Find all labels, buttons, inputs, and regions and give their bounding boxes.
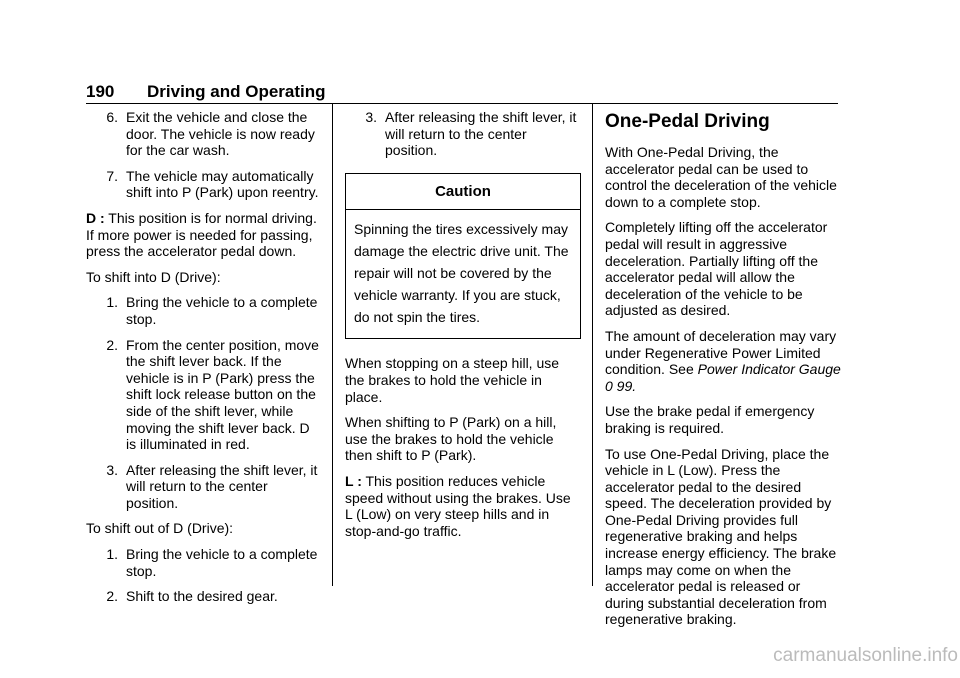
list-item [86, 168, 322, 201]
paragraph: Completely lifting off the accelerator pedal will result in aggressive deceleration. Partially lifting off the accelerator pedal will allow the deceleration of the vehicle to be adjusted as desired. [605, 219, 828, 319]
list-text: After releasing the shift lever, it will return to the center position. [385, 109, 577, 159]
list-number: 2. [106, 588, 118, 605]
list-number: 1. [106, 294, 118, 311]
list-number: 6. [106, 109, 118, 125]
list-text: After releasing the shift lever, it will return to the center position. [126, 461, 318, 511]
hill-stop-paragraph: When stopping on a steep hill, use the brakes to hold the vehicle in place. [345, 355, 560, 405]
low-label: L : [345, 472, 362, 489]
drive-text: This position is for normal driving. If more power is needed for passing, press the accelerator pedal down. [86, 209, 317, 260]
cross-reference-link[interactable]: Power Indicator Gauge [697, 361, 841, 378]
low-text: This position reduces vehicle speed without using the brakes. Use L (Low) on very steep hills and in stop-and-go traffic. [345, 472, 571, 539]
caution-box [345, 173, 581, 340]
list-text: Exit the vehicle and close the door. The vehicle is now ready for the car wash. [126, 109, 315, 159]
page-header [86, 82, 838, 104]
hill-park-paragraph: When shifting to P (Park) on a hill, use the brakes to hold the vehicle then shift to P (Park). [345, 414, 557, 464]
caution-title: Caution [346, 174, 580, 211]
page-number: 190 [86, 82, 115, 101]
column-divider [592, 104, 593, 586]
low-paragraph [345, 473, 581, 539]
list-text: The vehicle may automatically shift into P (Park) upon reentry. [126, 167, 319, 201]
paragraph [605, 328, 843, 394]
list-text: Shift to the desired gear. [126, 588, 278, 605]
drive-label: D : [86, 209, 105, 226]
list-number: 2. [106, 336, 118, 353]
column-1 [86, 109, 322, 614]
paragraph: Use the brake pedal if emergency braking is required. [605, 403, 815, 436]
shift-out-heading: To shift out of D (Drive): [86, 520, 234, 537]
column-3 [605, 109, 843, 637]
page-reference: 0 99. [605, 377, 637, 394]
shift-into-heading: To shift into D (Drive): [86, 268, 221, 285]
list-number: 7. [106, 167, 118, 184]
column-2 [345, 109, 581, 548]
paragraph: With One-Pedal Driving, the accelerator pedal can be used to control the deceleration of the vehicle down to a complete stop. [605, 144, 837, 210]
paragraph: To use One-Pedal Driving, place the vehicle in L (Low). Press the accelerator pedal to the desired speed. The deceleration provided by One-Pedal Driving provides full regenerative braking and helps increase energy efficiency. The brake lamps may come on when the accelerator pedal is released or during substantial deceleration from regenerative braking. [605, 445, 837, 628]
list-item [345, 109, 581, 159]
list-number: 1. [106, 546, 118, 563]
section-title: Driving and Operating [147, 82, 326, 101]
watermark: carmanualsonline.info [773, 645, 958, 666]
list-number: 3. [365, 109, 377, 125]
header-rule [86, 103, 838, 104]
list-item [86, 462, 322, 512]
list-item [86, 109, 322, 159]
section-heading: One-Pedal Driving [605, 111, 770, 132]
list-item [86, 588, 322, 605]
list-item [86, 546, 322, 579]
paragraph-text: The amount of deceleration may vary under Regenerative Power Limited condition. See [605, 327, 837, 378]
list-text: Bring the vehicle to a complete stop. [126, 546, 318, 579]
list-text: Bring the vehicle to a complete stop. [126, 294, 318, 327]
list-item [86, 294, 322, 327]
list-text: From the center position, move the shift lever back. If the vehicle is in P (Park) press the shift lock release button on the side of the shift lever, while moving the shift lever back. D is illuminated in red. [126, 336, 319, 453]
caution-text: Spinning the tires excessively may damage the electric drive unit. The repair will not be covered by the vehicle warranty. If you are stuck, do not spin the tires. [354, 221, 569, 326]
drive-paragraph [86, 210, 322, 260]
list-item [86, 337, 322, 453]
column-divider [332, 104, 333, 586]
list-number: 3. [106, 461, 118, 478]
